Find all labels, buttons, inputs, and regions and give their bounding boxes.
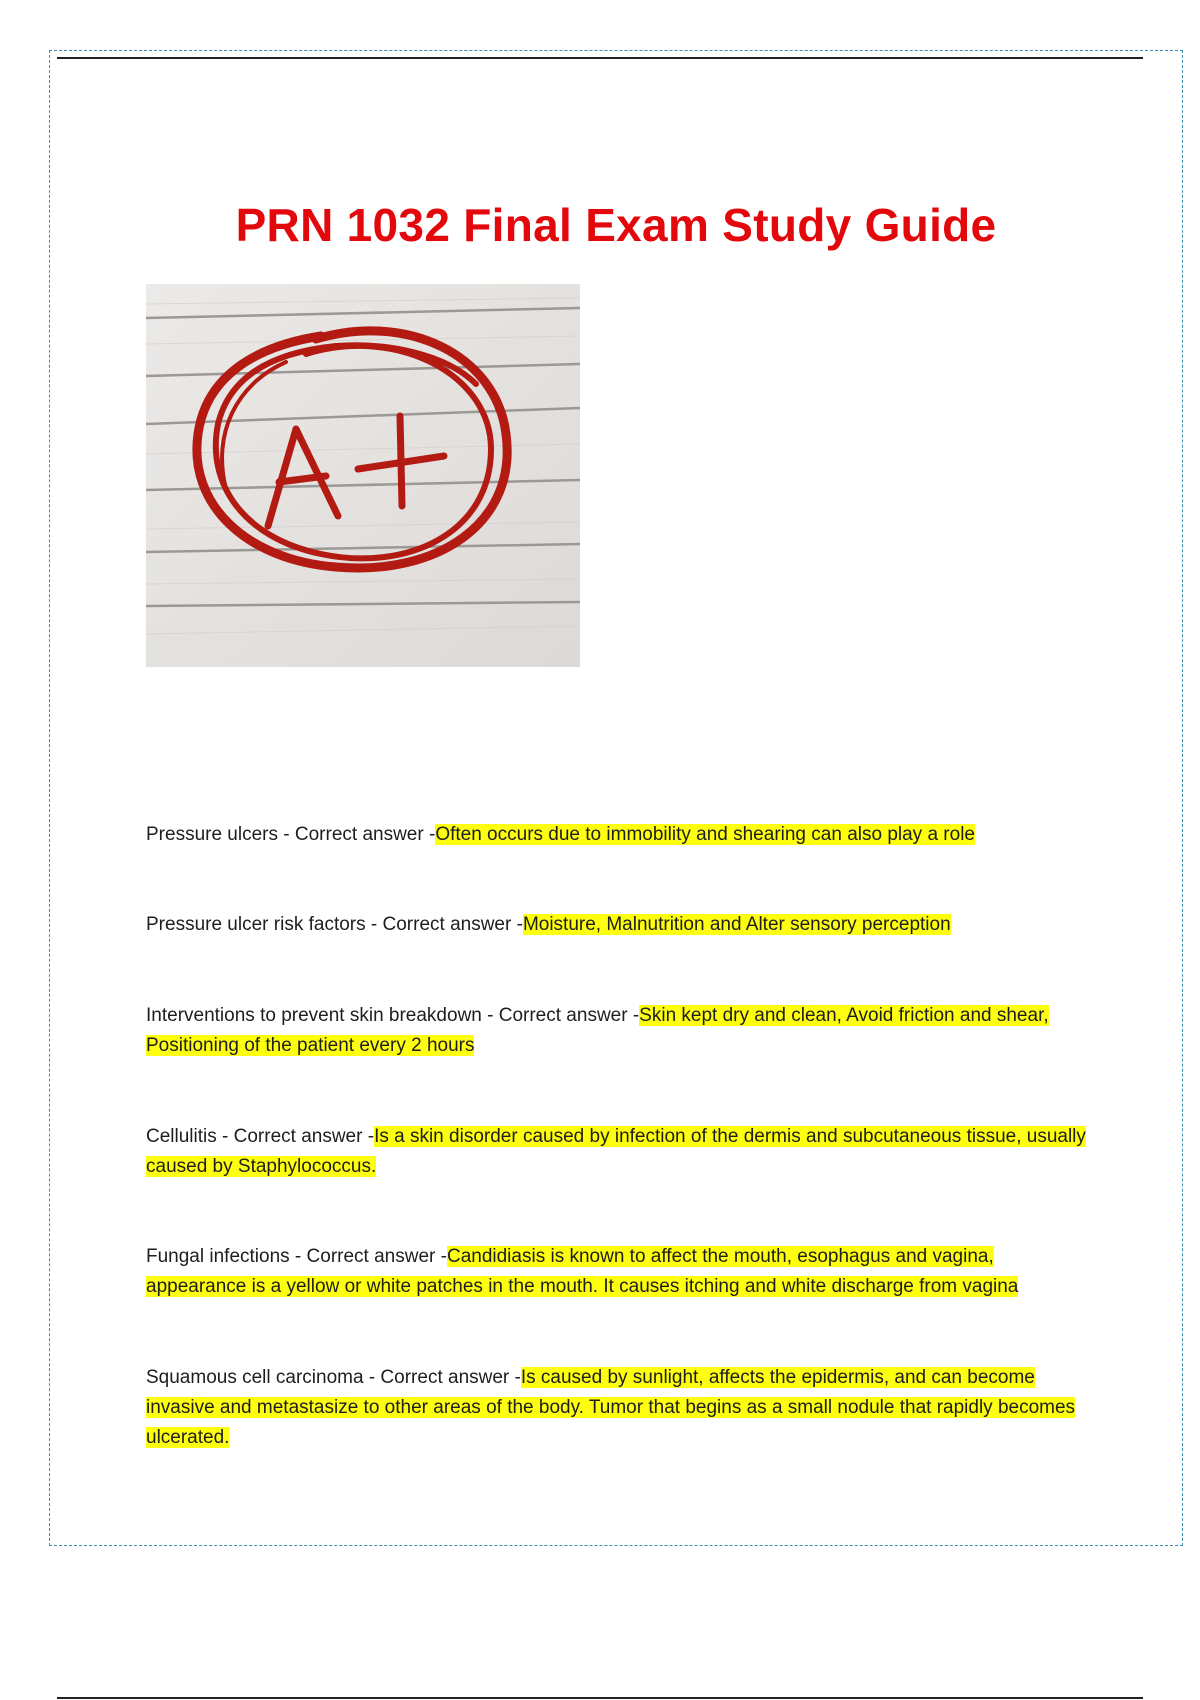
qa-term: Cellulitis bbox=[146, 1126, 217, 1147]
qa-separator: - Correct answer - bbox=[278, 824, 436, 845]
qa-answer-highlighted: Candidiasis is known to affect the mouth, esophagus and vagina, appearance is a yellow or white patches in the mouth. It causes itching and white discharge from vagina bbox=[146, 1246, 1019, 1297]
qa-item-pressure-ulcers bbox=[146, 820, 1086, 850]
qa-separator: - Correct answer - bbox=[216, 1126, 375, 1147]
qa-item-squamous-cell-carcinoma bbox=[146, 1363, 1086, 1453]
qa-item-skin-breakdown-interventions bbox=[146, 1001, 1086, 1061]
qa-separator: - Correct answer - bbox=[481, 1005, 640, 1026]
header-rule bbox=[57, 57, 1143, 59]
footer-rule bbox=[57, 1697, 1143, 1699]
qa-term: Fungal infections bbox=[146, 1246, 290, 1267]
qa-answer-highlighted: Moisture, Malnutrition and Alter sensory perception bbox=[522, 914, 951, 935]
qa-item-fungal-infections bbox=[146, 1242, 1086, 1302]
page-border bbox=[49, 50, 1183, 1546]
qa-separator: - Correct answer - bbox=[289, 1246, 447, 1267]
qa-term: Squamous cell carcinoma bbox=[146, 1367, 364, 1388]
qa-answer-highlighted: Often occurs due to immobility and shearing can also play a role bbox=[435, 824, 975, 845]
qa-term: Pressure ulcers bbox=[146, 824, 278, 845]
qa-item-pressure-ulcer-risk-factors bbox=[146, 910, 1086, 940]
qa-answer-highlighted: Skin kept dry and clean, Avoid friction and shear, Positioning of the patient every 2 hours bbox=[146, 1005, 1049, 1056]
qa-answer-highlighted: Is caused by sunlight, affects the epidermis, and can become invasive and metastasize to other areas of the body. Tumor that begins as a small nodule that rapidly becomes ulcerated. bbox=[146, 1367, 1076, 1448]
document-title: PRN 1032 Final Exam Study Guide bbox=[235, 199, 997, 251]
qa-separator: - Correct answer - bbox=[365, 914, 523, 935]
qa-separator: - Correct answer - bbox=[363, 1367, 521, 1388]
qa-answer-highlighted: Is a skin disorder caused by infection of the dermis and subcutaneous tissue, usually caused by Staphylococcus. bbox=[146, 1126, 1086, 1177]
qa-term: Pressure ulcer risk factors bbox=[146, 914, 366, 935]
qa-term: Interventions to prevent skin breakdown bbox=[146, 1005, 482, 1026]
grade-a-plus-image bbox=[146, 284, 580, 667]
qa-item-cellulitis bbox=[146, 1122, 1086, 1182]
